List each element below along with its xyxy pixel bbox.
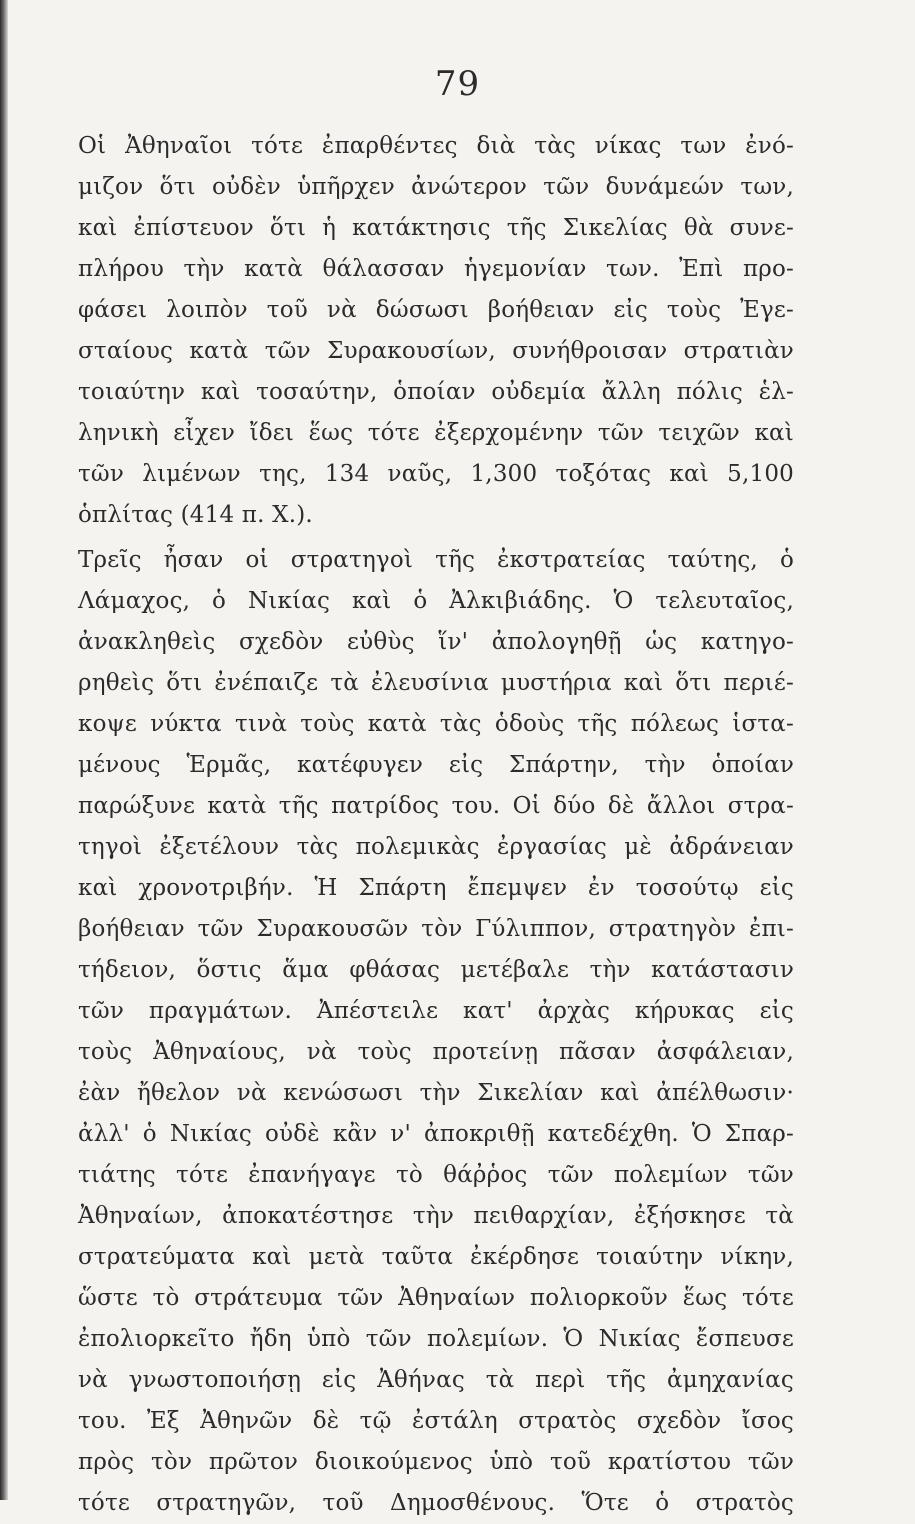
text-line: Ἀθηναίων, ἀποκατέστησε τὴν πειθαρχίαν, ἐξήσκησε τὰ	[78, 1203, 794, 1229]
text-line: καὶ χρονοτριβήν. Ἡ Σπάρτη ἔπεμψεν ἐν τοσούτῳ εἰς	[78, 875, 794, 901]
text-line: νὰ γνωστοποιήσῃ εἰς Ἀθήνας τὰ περὶ τῆς ἀμηχανίας	[78, 1367, 794, 1393]
text-line: τήδειον, ὅστις ἅμα φθάσας μετέβαλε τὴν κατάστασιν	[78, 957, 794, 983]
text-line: τῶν λιμένων της, 134 ναῦς, 1,300 τοξότας καὶ 5,100	[78, 461, 794, 487]
text-line: του. Ἐξ Ἀθηνῶν δὲ τῷ ἐστάλη στρατὸς σχεδὸν ἴσος	[78, 1408, 794, 1434]
text-line: ρηθεὶς ὅτι ἐνέπαιζε τὰ ἐλευσίνια μυστήρια καὶ ὅτι περιέ-	[78, 670, 794, 696]
text-line: ἐπολιορκεῖτο ἤδη ὑπὸ τῶν πολεμίων. Ὁ Νικίας ἔσπευσε	[78, 1326, 794, 1352]
text-line: Οἱ Ἀθηναῖοι τότε ἐπαρθέντες διὰ τὰς νίκας των ἐνό-	[78, 133, 794, 159]
text-line: ἀλλ' ὁ Νικίας οὐδὲ κἂν ν' ἀποκριθῇ κατεδέχθη. Ὁ Σπαρ-	[78, 1121, 794, 1147]
text-line: φάσει λοιπὸν τοῦ νὰ δώσωσι βοήθειαν εἰς τοὺς Ἐγε-	[78, 297, 794, 323]
text-line: τοιαύτην καὶ τοσαύτην, ὁποίαν οὐδεμία ἄλλη πόλις ἑλ-	[78, 379, 794, 405]
text-line: πρὸς τὸν πρῶτον διοικούμενος ὑπὸ τοῦ κρατίστου τῶν	[78, 1449, 794, 1475]
text-line: τῶν πραγμάτων. Ἀπέστειλε κατ' ἀρχὰς κήρυκας εἰς	[78, 998, 794, 1024]
body-text	[78, 126, 794, 1524]
text-line: καὶ ἐπίστευον ὅτι ἡ κατάκτησις τῆς Σικελίας θὰ συνε-	[78, 215, 794, 241]
page-gutter-shadow	[0, 0, 8, 1500]
text-line: πλήρου τὴν κατὰ θάλασσαν ἡγεμονίαν των. Ἐπὶ προ-	[78, 256, 794, 282]
text-line: Λάμαχος, ὁ Νικίας καὶ ὁ Ἀλκιβιάδης. Ὁ τελευταῖος,	[78, 588, 794, 614]
text-line: μένους Ἑρμᾶς, κατέφυγεν εἰς Σπάρτην, τὴν ὁποίαν	[78, 752, 794, 778]
text-line: ὥστε τὸ στράτευμα τῶν Ἀθηναίων πολιορκοῦν ἕως τότε	[78, 1285, 794, 1311]
text-line: τιάτης τότε ἐπανήγαγε τὸ θάῤῥος τῶν πολεμίων τῶν	[78, 1162, 794, 1188]
text-line: σταίους κατὰ τῶν Συρακουσίων, συνήθροισαν στρατιὰν	[78, 338, 794, 364]
text-line: ἐὰν ἤθελον νὰ κενώσωσι τὴν Σικελίαν καὶ ἀπέλθωσιν·	[78, 1080, 794, 1106]
paragraph-2	[78, 540, 794, 1524]
text-line: τηγοὶ ἐξετέλουν τὰς πολεμικὰς ἐργασίας μὲ ἀδράνειαν	[78, 834, 794, 860]
text-line: κοψε νύκτα τινὰ τοὺς κατὰ τὰς ὁδοὺς τῆς πόλεως ἱστα-	[78, 711, 794, 737]
text-line: τοὺς Ἀθηναίους, νὰ τοὺς προτείνῃ πᾶσαν ἀσφάλειαν,	[78, 1039, 794, 1065]
text-line: ληνικὴ εἶχεν ἴδει ἕως τότε ἐξερχομένην τῶν τειχῶν καὶ	[78, 420, 794, 446]
text-line: ὁπλίτας (414 π. Χ.).	[78, 502, 313, 528]
text-line: τότε στρατηγῶν, τοῦ Δημοσθένους. Ὅτε ὁ στρατὸς	[78, 1490, 794, 1516]
text-line: βοήθειαν τῶν Συρακουσῶν τὸν Γύλιππον, στρατηγὸν ἐπι-	[78, 916, 794, 942]
page-number: 79	[434, 64, 481, 104]
text-line: στρατεύματα καὶ μετὰ ταῦτα ἐκέρδησε τοιαύτην νίκην,	[78, 1244, 794, 1270]
text-line: Τρεῖς ἦσαν οἱ στρατηγοὶ τῆς ἐκστρατείας ταύτης, ὁ	[78, 547, 794, 573]
text-line: παρώξυνε κατὰ τῆς πατρίδος του. Οἱ δύο δὲ ἄλλοι στρα-	[78, 793, 794, 819]
text-line: μιζον ὅτι οὐδὲν ὑπῆρχεν ἀνώτερον τῶν δυνάμεών των,	[78, 174, 794, 200]
paragraph-1	[78, 126, 794, 536]
text-line: ἀνακληθεὶς σχεδὸν εὐθὺς ἵν' ἀπολογηθῇ ὡς κατηγο-	[78, 629, 794, 655]
